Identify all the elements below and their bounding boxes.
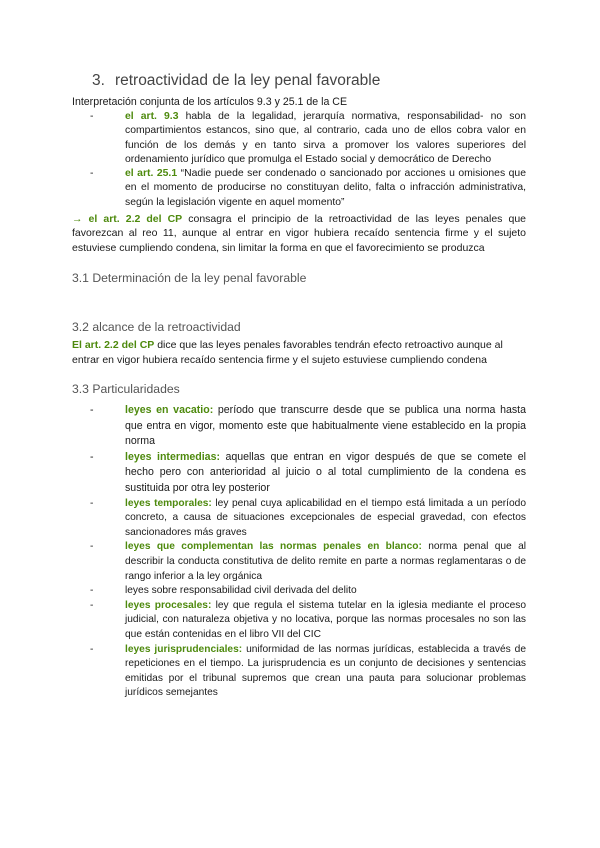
term-definition: ley que regula el sistema tutelar en la iglesia mediante el proceso judicial, con naturaleza objetiva y no locativa, porque las normas procesales no son las que están contenidas en el libro VII del CIC xyxy=(125,599,527,640)
particularidades-list xyxy=(90,403,526,701)
section-title: retroactividad de la ley penal favorable xyxy=(114,72,381,89)
dash-bullet: - xyxy=(90,497,94,509)
article-reference: El art. 2.2 del CP xyxy=(72,339,155,351)
dash-bullet: - xyxy=(90,541,94,553)
paragraph-text: consagra el principio de la retroactividad de las leyes penales que favorezcan al reo 11, aunque al entrar en vigor hubiera recaído sentencia firme y el sujeto estuviese cumpliendo condena, sin limitar la forma en que el favorecimiento se produzca xyxy=(72,213,526,254)
term-label: leyes intermedias: xyxy=(125,450,220,463)
dash-bullet: - xyxy=(90,585,94,597)
dash-bullet: - xyxy=(90,168,94,180)
subheading-3-2: 3.2 alcance de la retroactividad xyxy=(72,320,241,334)
term-label: leyes en vacatio: xyxy=(125,404,214,416)
dash-bullet: - xyxy=(90,643,94,655)
list-item xyxy=(90,403,526,450)
list-item-text: “Nadie puede ser condenado o sancionado por acciones u omisiones que en el momento de producirse no constituyan delito, falta o infracción administrativa, según la legislación vigente en aquel momento” xyxy=(125,168,526,208)
list-item xyxy=(90,167,526,210)
dash-bullet: - xyxy=(90,111,94,122)
list-item xyxy=(90,643,526,701)
term-label: leyes jurisprudenciales: xyxy=(125,643,243,655)
section-heading xyxy=(92,72,380,90)
term-definition: aquellas que entran en vigor después de que se comete el hecho pero con anterioridad al juicio o al total cumplimiento de la condena es sustituida por otra ley posterior xyxy=(125,450,526,494)
term-label: leyes que complementan las normas penales en blanco: xyxy=(125,541,422,553)
term-label: leyes temporales: xyxy=(125,497,212,509)
list-item xyxy=(90,599,526,643)
paragraph-text: dice que las leyes penales favorables tendrán efecto retroactivo aunque al entrar en vigor hubiera recaído sentencia firme y el sujeto estuviese cumpliendo condena xyxy=(72,339,503,366)
list-item xyxy=(90,497,526,541)
list-item xyxy=(90,584,526,599)
subheading-3-3: 3.3 Particularidades xyxy=(72,382,180,396)
intro-paragraph: Interpretación conjunta de los artículos 9.3 y 25.1 de la CE xyxy=(72,96,348,108)
dash-bullet: - xyxy=(90,599,94,611)
section-number: 3. xyxy=(92,72,105,89)
subheading-3-1: 3.1 Determinación de la ley penal favorable xyxy=(72,271,307,285)
term-definition: ley penal cuya aplicabilidad en el tiempo está limitada a un período concreto, a causa de situaciones excepcionales de especial gravedad, con efectos sancionadores más graves xyxy=(125,497,526,538)
term-definition: norma penal que al describir la conducta constitutiva de delito remite en parte a normas reglamentaras o de rango inferior a la ley orgánica xyxy=(125,541,526,582)
list-item xyxy=(90,110,526,167)
term-definition: leyes sobre responsabilidad civil derivada del delito xyxy=(125,585,357,597)
dash-bullet: - xyxy=(90,450,94,463)
list-item xyxy=(90,540,526,584)
list-item xyxy=(90,450,526,497)
article-reference: → el art. 2.2 del CP xyxy=(72,213,183,225)
dash-bullet: - xyxy=(90,404,94,416)
term-label: leyes procesales: xyxy=(125,599,212,611)
paragraph-3-2 xyxy=(72,338,532,368)
article-reference: el art. 25.1 xyxy=(125,168,178,180)
article-reference: el art. 9.3 xyxy=(125,111,179,122)
term-definition: uniformidad de las normas jurídicas, establecida a través de repeticiones en el tiempo. La jurisprudencia es un conjunto de decisiones y sentencias emitidas por el tribunal supremos que crean una pauta para solucionar problemas jurídicos semejantes xyxy=(125,643,527,699)
list-item-text: habla de la legalidad, jerarquía normativa, responsabilidad- no son compartimientos estancos, sino que, al contrario, cada uno de ellos cobra valor en función de los demás y en tanto sirva a promover los valores superiores del ordenamiento jurídico que promulga el Estado social y democrático de Derecho xyxy=(125,111,526,165)
term-definition: período que transcurre desde que se publica una norma hasta que entra en vigor, momento este que habitualmente viene establecido en la propia norma xyxy=(125,404,526,448)
arrow-paragraph xyxy=(72,212,526,255)
intro-list xyxy=(90,110,526,210)
